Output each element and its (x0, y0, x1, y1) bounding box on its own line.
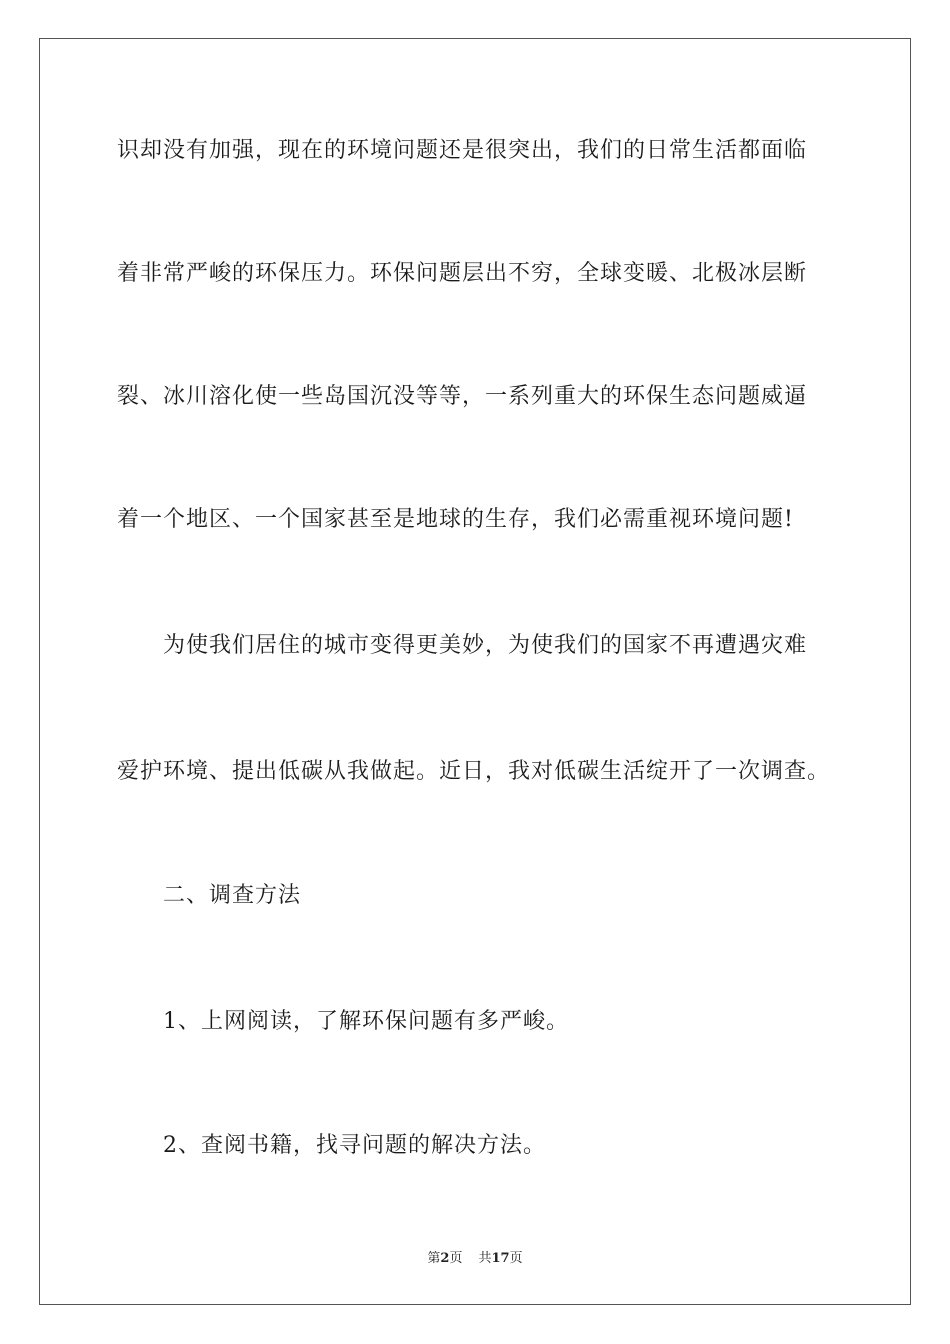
body-text-line-6: 爱护环境、提出低碳从我做起。近日，我对低碳生活绽开了一次调查。 (117, 759, 831, 784)
page-number: 2 (440, 1251, 450, 1266)
page-prefix: 第 (427, 1251, 441, 1266)
body-text-line-1: 识却没有加强，现在的环境问题还是很突出，我们的日常生活都面临 (117, 138, 808, 163)
body-text-line-5: 为使我们居住的城市变得更美妙，为使我们的国家不再遭遇灾难 (163, 633, 808, 658)
section-heading: 二、调查方法 (163, 883, 302, 908)
body-text-line-3: 裂、冰川溶化使一些岛国沉没等等，一系列重大的环保生态问题威逼 (117, 384, 808, 409)
page-footer (0, 1247, 950, 1266)
body-text-line-2: 着非常严峻的环保压力。环保问题层出不穷，全球变暖、北极冰层断 (117, 261, 808, 286)
page-border (39, 38, 911, 1305)
page-suffix: 页 (449, 1251, 463, 1266)
body-text-line-4: 着一个地区、一个国家甚至是地球的生存，我们必需重视环境问题! (117, 507, 794, 532)
list-item-2: 2、查阅书籍，找寻问题的解决方法。 (163, 1133, 546, 1158)
total-pages: 17 (491, 1251, 510, 1266)
total-suffix: 页 (509, 1251, 523, 1266)
list-item-1: 1、上网阅读，了解环保问题有多严峻。 (163, 1009, 569, 1034)
total-prefix: 共 (478, 1251, 492, 1266)
